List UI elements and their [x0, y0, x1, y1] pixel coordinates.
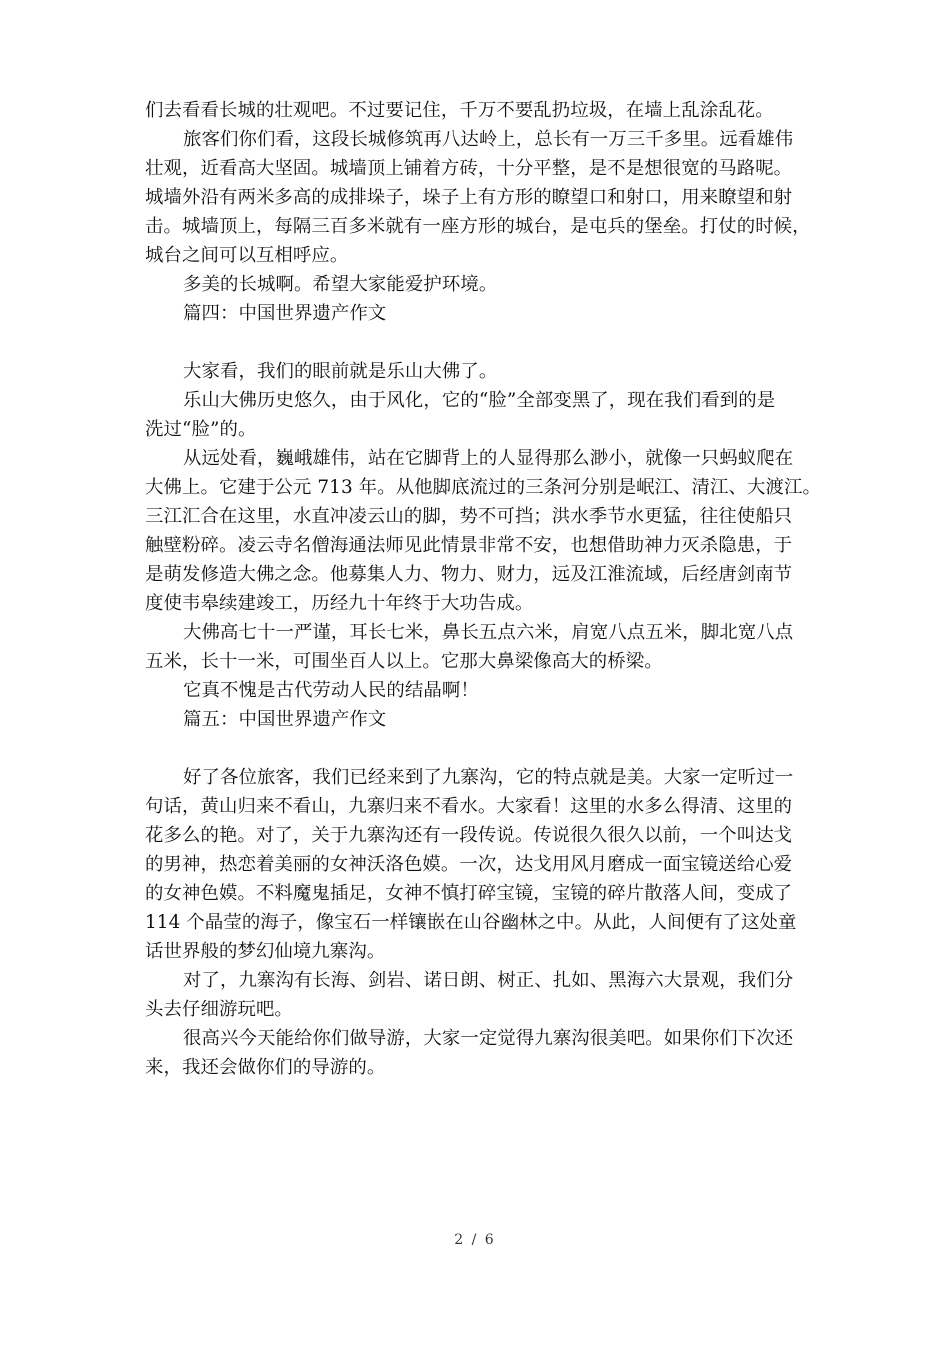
paragraph-line: 是萌发修造大佛之念。他募集人力、物力、财力，远及江淮流域，后经唐剑南节 [145, 564, 793, 585]
paragraph-line: 们去看看长城的壮观吧。不过要记住，千万不要乱扔垃圾，在墙上乱涂乱花。 [145, 100, 774, 121]
paragraph-first-line: 旅客们你们看，这段长城修筑再八达岭上，总长有一万三千多里。远看雄伟 [183, 129, 794, 150]
paragraph-line: 花多么的艳。对了，关于九寨沟还有一段传说。传说很久很久以前，一个叫达戈 [145, 825, 793, 846]
blank-line [145, 328, 813, 357]
paragraph-line: 城墙外沿有两米多高的成排垛子，垛子上有方形的瞭望口和射口，用来瞭望和射 [145, 187, 793, 208]
document-body [145, 96, 821, 1082]
paragraph-line: 五米，长十一米，可围坐百人以上。它那大鼻梁像高大的桥梁。 [145, 651, 663, 672]
paragraph-line: 来，我还会做你们的导游的。 [145, 1057, 386, 1078]
paragraph-line: 击。城墙顶上，每隔三百多米就有一座方形的城台，是屯兵的堡垒。打仗的时候， [145, 216, 811, 237]
paragraph-line: 大佛上。它建于公元 713 年。从他脚底流过的三条河分别是岷江、清江、大渡江。 [145, 477, 821, 498]
paragraph-line: 的男神，热恋着美丽的女神沃洛色嫫。一次，达戈用风月磨成一面宝镜送给心爱 [145, 854, 793, 875]
paragraph-line: 114 个晶莹的海子，像宝石一样镶嵌在山谷幽林之中。从此，人间便有了这处童 [145, 912, 797, 933]
paragraph-line: 触壁粉碎。凌云寺名僧海通法师见此情景非常不安，也想借助神力灭杀隐患，于 [145, 535, 793, 556]
paragraph-line: 壮观，近看高大坚固。城墙顶上铺着方砖，十分平整，是不是想很宽的马路呢。 [145, 158, 793, 179]
paragraph-line: 洗过“脸”的。 [145, 419, 257, 440]
paragraph-first-line: 很高兴今天能给你们做导游，大家一定觉得九寨沟很美吧。如果你们下次还 [183, 1028, 794, 1049]
paragraph-first-line: 对了，九寨沟有长海、剑岩、诺日朗、树正、扎如、黑海六大景观，我们分 [183, 970, 794, 991]
paragraph-first-line: 篇四：中国世界遗产作文 [183, 303, 387, 324]
paragraph-line: 句话，黄山归来不看山，九寨归来不看水。大家看！这里的水多么得清、这里的 [145, 796, 793, 817]
paragraph-first-line: 大佛高七十一严谨，耳长七米，鼻长五点六米，肩宽八点五米，脚北宽八点 [183, 622, 794, 643]
paragraph-line: 三江汇合在这里，水直冲凌云山的脚，势不可挡；洪水季节水更猛，往往使船只 [145, 506, 793, 527]
paragraph-first-line: 好了各位旅客，我们已经来到了九寨沟，它的特点就是美。大家一定听过一 [183, 767, 794, 788]
paragraph-line: 城台之间可以互相呼应。 [145, 245, 349, 266]
paragraph-first-line: 它真不愧是古代劳动人民的结晶啊！ [183, 680, 479, 701]
blank-line [145, 734, 813, 763]
paragraph-line: 头去仔细游玩吧。 [145, 999, 293, 1020]
paragraph-first-line: 多美的长城啊。希望大家能爱护环境。 [183, 274, 498, 295]
paragraph-first-line: 乐山大佛历史悠久，由于风化，它的“脸”全部变黑了，现在我们看到的是 [183, 390, 776, 411]
paragraph-line: 的女神色嫫。不料魔鬼插足，女神不慎打碎宝镜，宝镜的碎片散落人间，变成了 [145, 883, 793, 904]
page-number: 2 / 6 [454, 1232, 496, 1248]
paragraph-first-line: 从远处看，巍峨雄伟，站在它脚背上的人显得那么渺小，就像一只蚂蚁爬在 [183, 448, 794, 469]
paragraph-line: 度使韦皋续建竣工，历经九十年终于大功告成。 [145, 593, 534, 614]
paragraph-first-line: 大家看，我们的眼前就是乐山大佛了。 [183, 361, 498, 382]
paragraph-first-line: 篇五：中国世界遗产作文 [183, 709, 387, 730]
paragraph-line: 话世界般的梦幻仙境九寨沟。 [145, 941, 386, 962]
